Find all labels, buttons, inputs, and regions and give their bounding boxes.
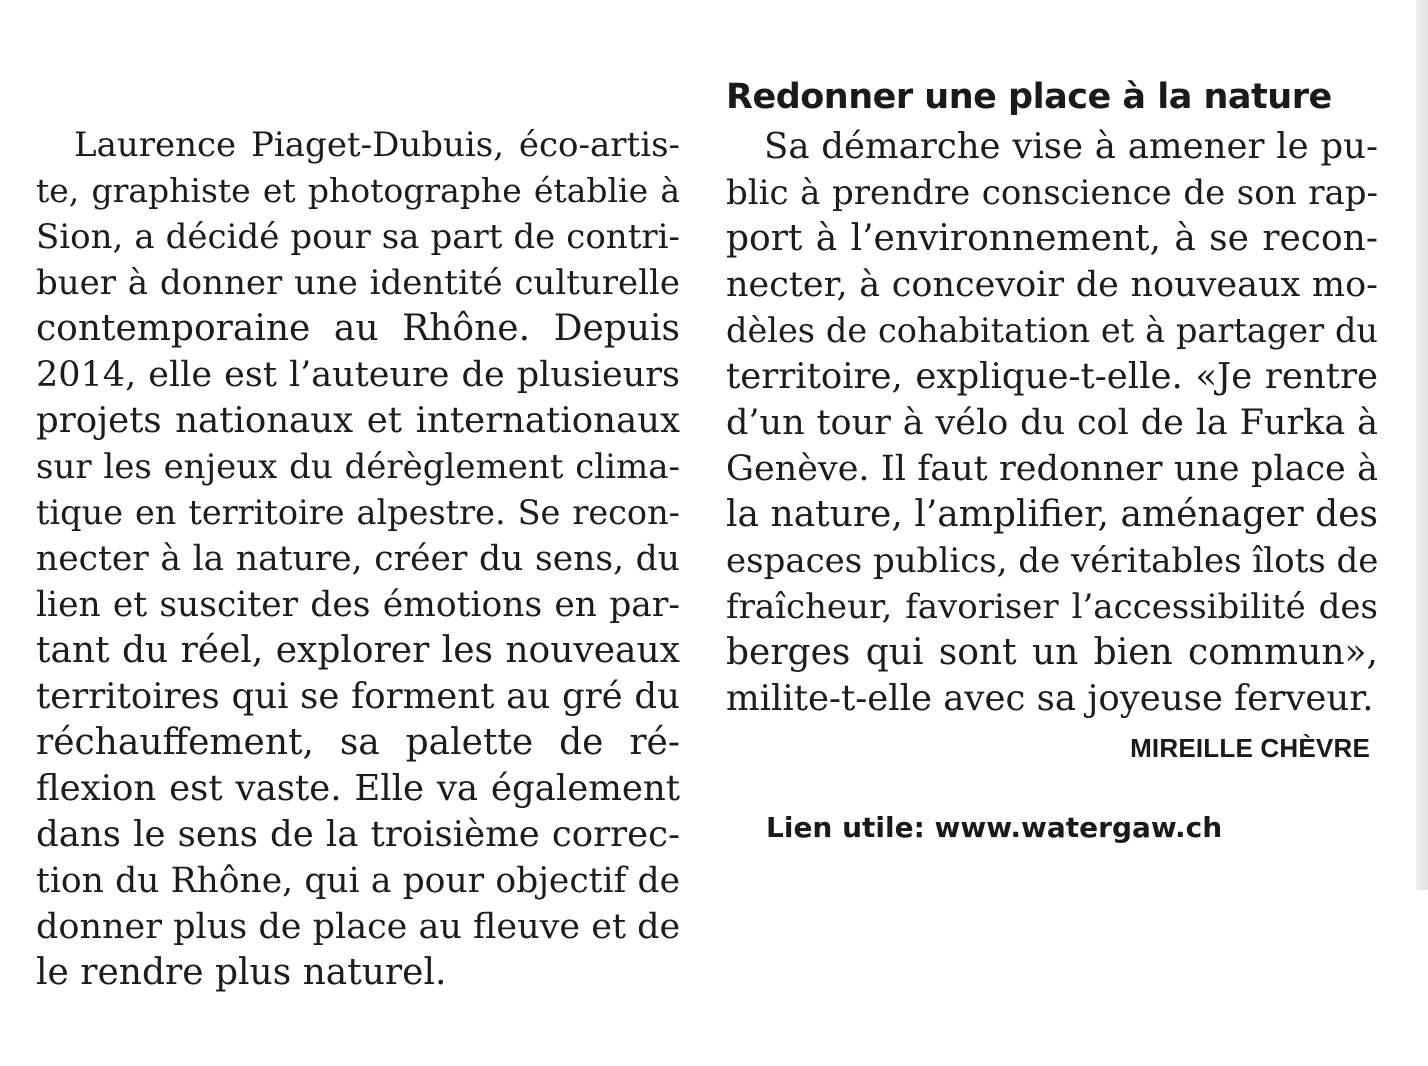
body-line: d’un tour à vélo du col de la Furka à <box>726 403 1378 443</box>
body-line: te, graphiste et photographe établie à <box>36 171 680 210</box>
body-line: tique en territoire alpestre. Se recon- <box>36 493 680 532</box>
body-line: Genève. Il faut redonner une place à <box>726 449 1378 489</box>
body-line: espaces publics, de véritables îlots de <box>726 541 1378 581</box>
body-line: tant du réel, explorer les nouveaux <box>36 630 680 671</box>
body-line: port à l’environnement, à se recon- <box>726 218 1378 259</box>
body-line: Sion, a décidé pour sa part de contri- <box>36 217 680 257</box>
body-line: necter à la nature, créer du sens, du <box>36 539 680 579</box>
author-byline: MIREILLE CHÈVRE <box>1130 733 1370 763</box>
section-headline: Redonner une place à la nature <box>726 77 1332 117</box>
body-line: blic à prendre conscience de son rap- <box>726 173 1378 213</box>
body-line: projets nationaux et internationaux <box>36 400 680 441</box>
left-column <box>36 122 680 996</box>
body-line: dèles de cohabitation et à partager du <box>726 311 1378 350</box>
useful-link: Lien utile: www.watergaw.ch <box>766 811 1223 844</box>
body-line: la nature, l’amplifier, aménager des <box>726 494 1378 535</box>
body-line: territoires qui se forment au gré du <box>36 676 680 717</box>
body-line: territoire, explique-t-elle. «Je rentre <box>726 356 1378 397</box>
body-line: fraîcheur, favoriser l’accessibilité des <box>726 587 1378 627</box>
body-line: sur les enjeux du dérèglement clima- <box>36 447 680 487</box>
body-line: Laurence Piaget-Dubuis, éco-artis- <box>74 125 680 165</box>
body-line: berges qui sont un bien commun», <box>726 632 1378 673</box>
page-edge-shadow <box>1416 0 1428 890</box>
right-column <box>726 74 1378 768</box>
body-line: tion du Rhône, qui a pour objectif de <box>36 861 680 901</box>
body-line: dans le sens de la troisième correc- <box>36 814 680 855</box>
body-line: donner plus de place au fleuve et de <box>36 907 680 947</box>
body-line: 2014, elle est l’auteure de plusieurs <box>36 355 680 395</box>
body-line: réchauffement, sa palette de ré- <box>36 722 680 763</box>
body-line: lien et susciter des émotions en par- <box>36 585 680 625</box>
body-line: milite-t-elle avec sa joyeuse ferveur. <box>726 678 1374 719</box>
body-line: Sa démarche vise à amener le pu- <box>764 126 1378 167</box>
body-line: flexion est vaste. Elle va également <box>36 768 680 809</box>
body-line: necter, à concevoir de nouveaux mo- <box>726 265 1378 305</box>
body-line: buer à donner une identité culturelle <box>36 263 680 303</box>
body-line: le rendre plus naturel. <box>36 952 447 993</box>
body-line: contemporaine au Rhône. Depuis <box>36 308 680 349</box>
